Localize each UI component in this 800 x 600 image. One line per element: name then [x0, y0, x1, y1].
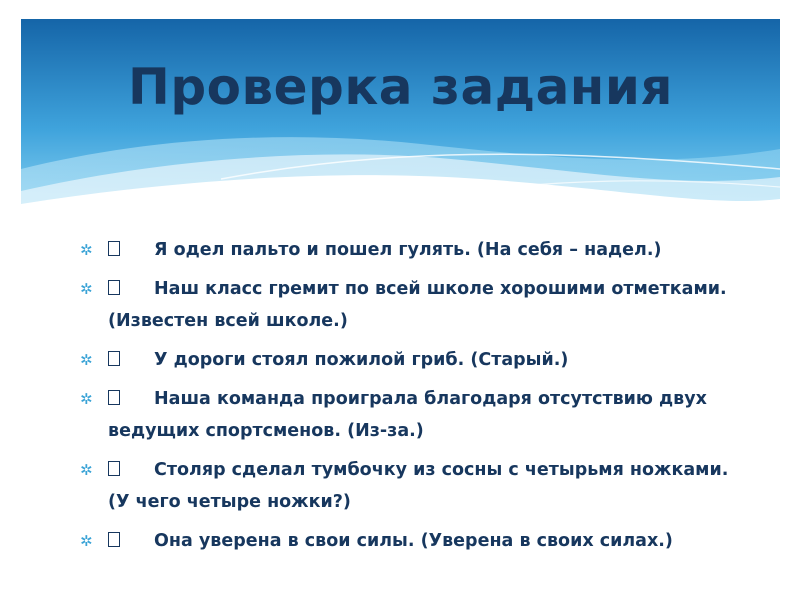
empty-box-icon [108, 532, 120, 547]
asterisk-bullet-icon: ✲ [80, 351, 93, 369]
asterisk-bullet-icon: ✲ [80, 532, 93, 550]
empty-box-icon [108, 351, 120, 366]
asterisk-bullet-icon: ✲ [80, 280, 93, 298]
list-item [80, 273, 740, 337]
list-item [80, 454, 740, 518]
asterisk-bullet-icon: ✲ [80, 390, 93, 408]
list-item-text: Наша команда проиграла благодаря отсутствию двух ведущих спортсменов. (Из-за.) [108, 389, 707, 441]
list-item-text: Наш класс гремит по всей школе хорошими отметками. (Известен всей школе.) [108, 279, 727, 331]
list-item-text: У дороги стоял пожилой гриб. (Старый.) [154, 350, 569, 370]
list-item [80, 344, 740, 376]
list-item-text: Она уверена в свои силы. (Уверена в своих силах.) [154, 531, 673, 551]
empty-box-icon [108, 241, 120, 256]
asterisk-bullet-icon: ✲ [80, 461, 93, 479]
asterisk-bullet-icon: ✲ [80, 241, 93, 259]
empty-box-icon [108, 461, 120, 476]
list-item [80, 234, 740, 266]
task-list [80, 234, 740, 564]
list-item [80, 525, 740, 557]
page-title: Проверка задания [127, 58, 673, 116]
empty-box-icon [108, 280, 120, 295]
list-item-text: Я одел пальто и пошел гулять. (На себя – надел.) [154, 240, 662, 260]
empty-box-icon [108, 390, 120, 405]
list-item [80, 383, 740, 447]
list-item-text: Столяр сделал тумбочку из сосны с четырьмя ножками. (У чего четыре ножки?) [108, 460, 729, 512]
